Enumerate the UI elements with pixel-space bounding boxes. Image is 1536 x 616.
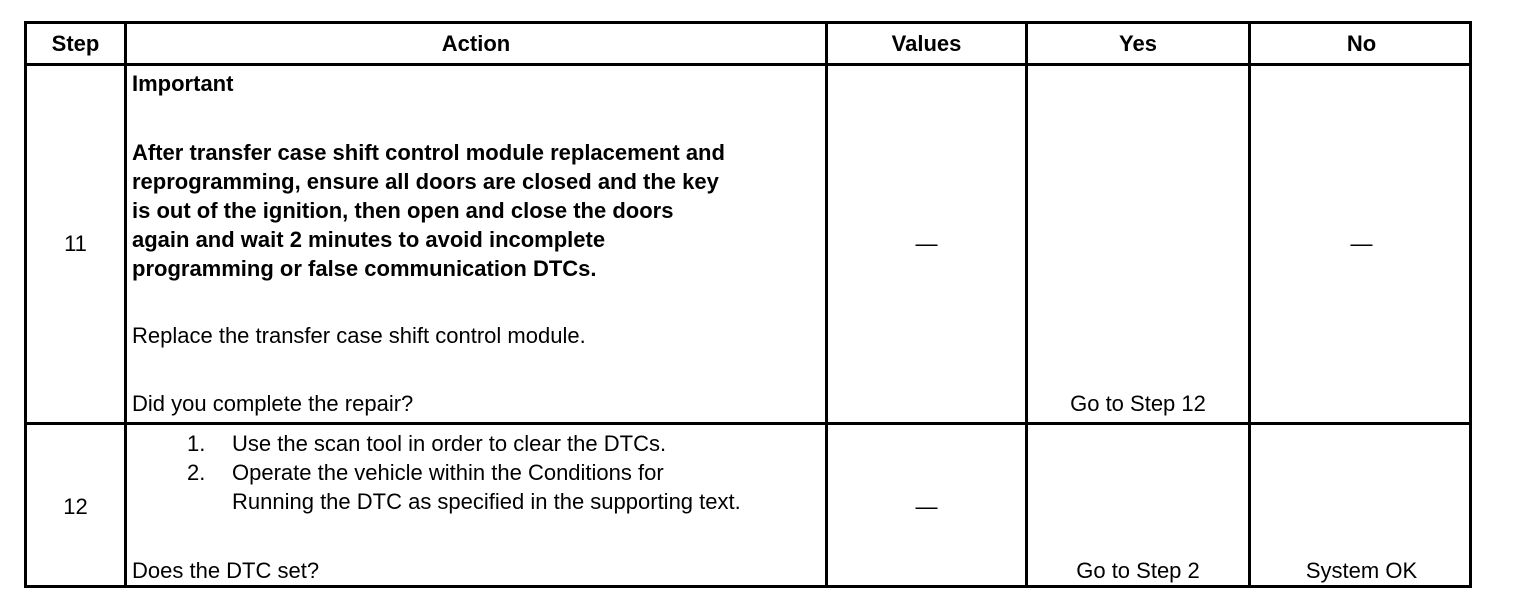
header-action: Action (441, 31, 511, 56)
important-line: again and wait 2 minutes to avoid incomplete (132, 227, 606, 252)
row-divider (27, 422, 1469, 425)
important-line: is out of the ignition, then open and close the doors (132, 198, 674, 223)
no-cell: — (1350, 231, 1373, 256)
question-text: Does the DTC set? (132, 558, 320, 583)
list-item: Use the scan tool in order to clear the DTCs. (232, 431, 667, 456)
header-step: Step (51, 31, 100, 56)
list-item: Running the DTC as specified in the supporting text. (232, 489, 741, 514)
important-line: programming or false communication DTCs. (132, 256, 597, 281)
values-cell: — (915, 231, 938, 256)
no-cell: System OK (1305, 558, 1418, 583)
list-item: Operate the vehicle within the Conditions for (232, 460, 664, 485)
important-line: reprogramming, ensure all doors are closed and the key (132, 169, 719, 194)
list-number: 1. (187, 431, 206, 456)
column-divider (1025, 24, 1028, 585)
diagnostic-table (24, 21, 1472, 588)
yes-cell: Go to Step 12 (1070, 391, 1206, 416)
important-line: After transfer case shift control module replacement and (132, 140, 725, 165)
values-cell: — (915, 493, 938, 519)
step-number: 12 (63, 493, 88, 519)
header-values: Values (891, 31, 962, 56)
header-no: No (1346, 31, 1377, 56)
step-number: 11 (64, 231, 87, 256)
list-number: 2. (187, 460, 206, 485)
column-divider (124, 24, 127, 585)
instruction-text: Replace the transfer case shift control module. (132, 323, 586, 348)
question-text: Did you complete the repair? (132, 391, 414, 416)
header-yes: Yes (1119, 31, 1157, 56)
yes-cell: Go to Step 2 (1076, 558, 1200, 583)
important-label: Important (132, 71, 234, 96)
